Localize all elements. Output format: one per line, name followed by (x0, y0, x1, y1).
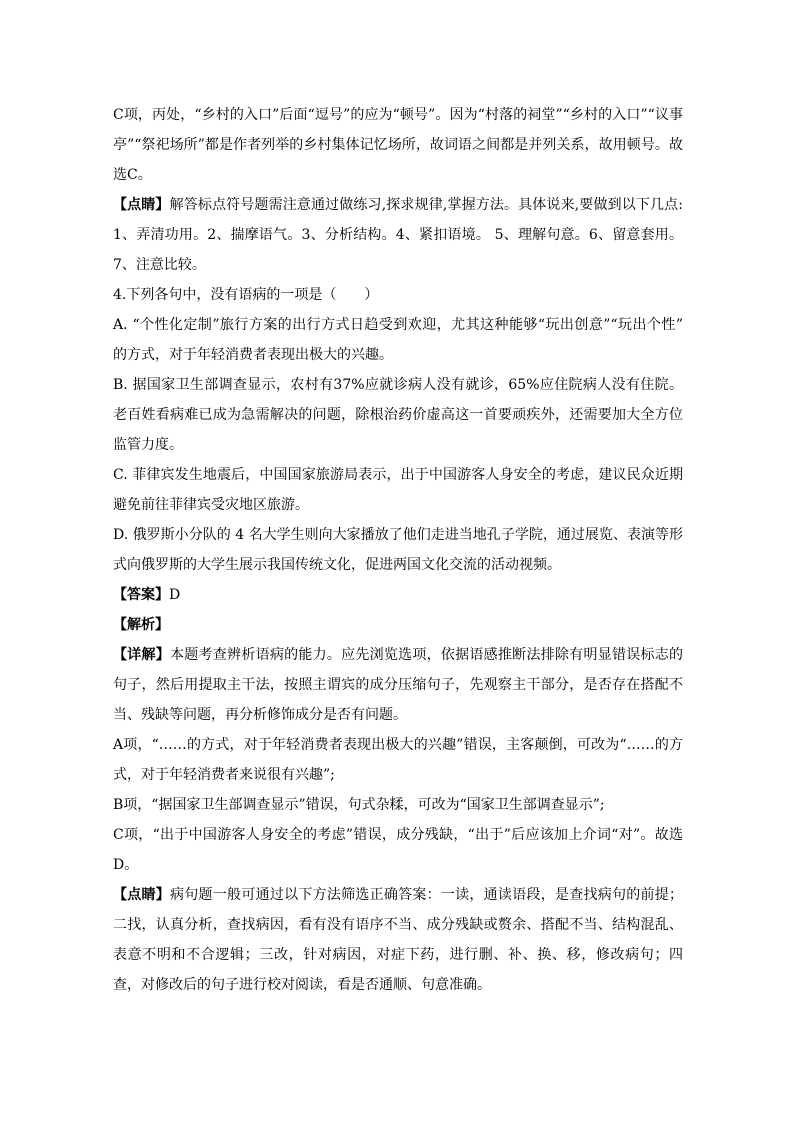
answer-value: D (169, 587, 181, 603)
paragraph-text: 本题考查辨析语病的能力。应先浏览选项，依据语感推断法排除有明显错误标志的句子，然后用提取主干法，按照主谓宾的成分压缩句子，先观察主干部分，是否存在搭配不当、残缺等问题，再分析修饰成分是否有问题。 (113, 647, 684, 723)
option-d (113, 520, 683, 580)
paragraph-text: C. 菲律宾发生地震后，中国国家旅游局表示，出于中国游客人身安全的考虑，建议民众近期避免前往菲律宾受灾地区旅游。 (113, 467, 683, 513)
paragraph-text: 4.下列各句中，没有语病的一项是（ ） (113, 287, 379, 303)
paragraph-text: 病句题一般可通过以下方法筛选正确答案：一读，通读语段，是查找病句的前提；二找，认真分析，查找病因，看有没有语序不当、成分残缺或赘余、搭配不当、结构混乱、表意不明和不合逻辑；三改，针对病因，对症下药，进行删、补、换、移，修改病句；四查，对修改后的句子进行校对阅读，看是否通顺、句意准确。 (113, 887, 684, 993)
paragraph-tip-grammar (113, 880, 683, 1000)
option-b (113, 370, 683, 460)
paragraph-text: A项，“……的方式，对于年轻消费者表现出极大的兴趣”错误，主客颠倒，可改为“……的方式，对于年轻消费者来说很有兴趣”; (113, 737, 683, 783)
detail-explanation (113, 640, 683, 730)
tip-tag: 【点睛】 (113, 197, 170, 213)
option-b-analysis (113, 790, 683, 820)
paragraph-text: B. 据国家卫生部调查显示，农村有37%应就诊病人没有就诊，65%应住院病人没有住院。老百姓看病难已成为急需解决的问题，除根治药价虚高这一首要顽疾外，还需要加大全方位监管力度。 (113, 377, 683, 453)
paragraph-tip-punctuation (113, 190, 683, 280)
option-c-analysis (113, 820, 683, 880)
question-4-stem (113, 280, 683, 310)
answer-tag: 【答案】 (113, 587, 169, 603)
option-c (113, 460, 683, 520)
paragraph-text: C项，丙处，“乡村的入口”后面“逗号”的应为“顿号”。因为“村落的祠堂”“乡村的入口”“议事亭”“祭祀场所”都是作者列举的乡村集体记忆场所，故词语之间都是并列关系，故用顿号。故选C。 (113, 107, 683, 183)
paragraph-text: B项，“据国家卫生部调查显示”错误，句式杂糅，可改为“国家卫生部调查显示”; (113, 797, 605, 813)
analysis-heading (113, 610, 683, 640)
tip-tag: 【点睛】 (113, 887, 171, 903)
paragraph-text: C项，“出于中国游客人身安全的考虑”错误，成分残缺，“出于”后应该加上介词“对”。故选D。 (113, 827, 683, 873)
paragraph-text: D. 俄罗斯小分队的 4 名大学生则向大家播放了他们走进当地孔子学院，通过展览、表演等形式向俄罗斯的大学生展示我国传统文化，促进两国文化交流的活动视频。 (113, 527, 683, 573)
option-a (113, 310, 683, 370)
paragraph-text: A. “个性化定制”旅行方案的出行方式日趋受到欢迎，尤其这种能够“玩出创意”“玩出个性” 的方式，对于年轻消费者表现出极大的兴趣。 (113, 317, 683, 363)
paragraph-c-explanation (113, 100, 683, 190)
document-body (113, 100, 683, 1000)
detail-tag: 【详解】 (113, 647, 171, 663)
paragraph-text: 解答标点符号题需注意通过做练习,探求规律,掌握方法。具体说来,要做到以下几点: 1、弄清功用。2、揣摩语气。3、分析结构。4、紧扣语境。 5、理解句意。6、留意套用。7、注意比较。 (113, 197, 684, 273)
analysis-tag: 【解析】 (113, 617, 169, 633)
option-a-analysis (113, 730, 683, 790)
answer-line (113, 580, 683, 610)
